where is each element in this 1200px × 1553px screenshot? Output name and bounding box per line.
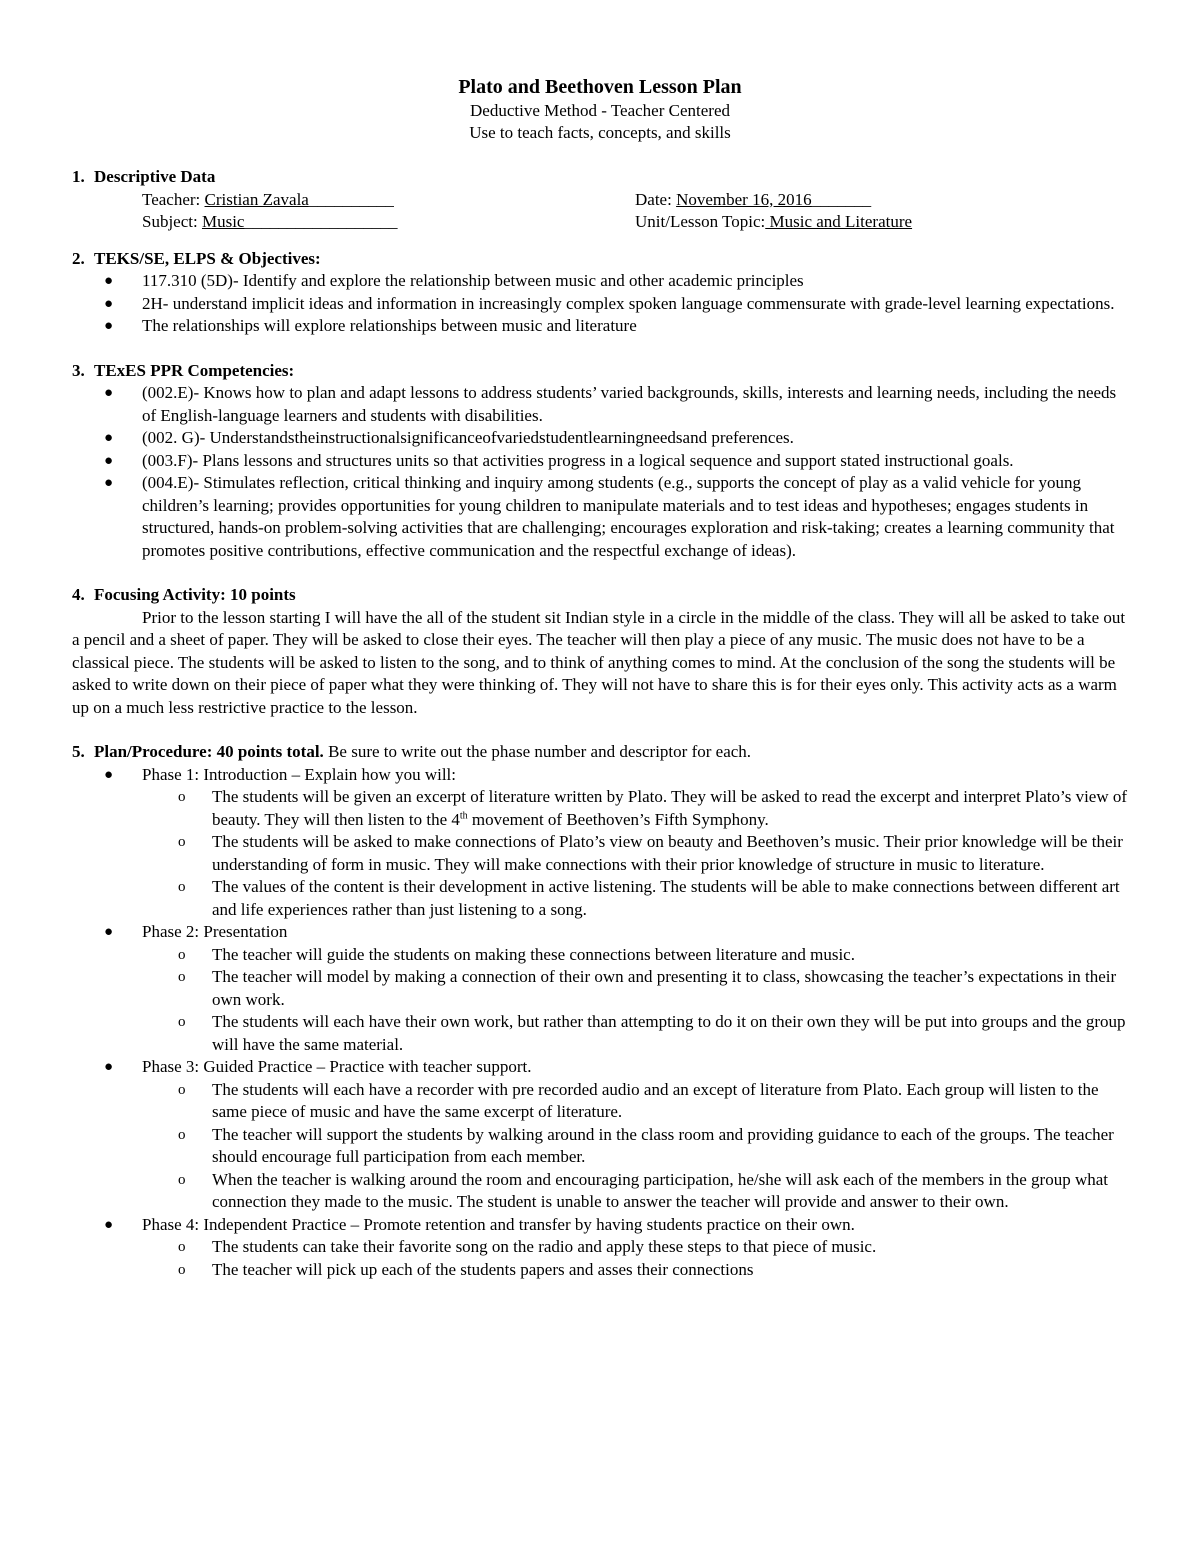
section-title: Focusing Activity: 10 points [94,585,296,604]
subtitle-use: Use to teach facts, concepts, and skills [469,123,731,142]
sub-item-text: The teacher will model by making a connection of their own and presenting it to class, showcasing the teacher’s expectations in their own work. [212,967,1117,1009]
focusing-activity-body: Prior to the lesson starting I will have the all of the student sit Indian style in a circle in the middle of the class. They will all be asked to take out a pencil and a sheet of paper. They will be asked to close their eyes. The teacher will then play a piece of any music. The music does not have to be a classical piece. The students will be asked to listen to the song, and to think of anything comes to mind. At the conclusion of the song the students will be asked to write down on their piece of paper what they were thinking of. They will not have to share this is for their eyes only. This activity acts as a warm up on a much less restrictive practice to the lesson. [72,607,1126,717]
sub-item [72,1169,1128,1214]
bullet-icon: ● [104,475,114,491]
sub-item-text: The students will each have their own work, but rather than attempting to do it on their own they will be put into groups and the group will have the same material. [212,1012,1126,1054]
sub-item [72,1079,1128,1124]
sub-item-text: movement of Beethoven’s Fifth Symphony. [467,809,769,829]
subject-blank: __________________ [244,212,398,231]
list-item-text: The relationships will explore relationships between music and literature [142,316,637,335]
page-title: Plato and Beethoven Lesson Plan [458,76,742,98]
sub-bullet-icon: o [178,946,186,963]
list-item [72,293,1128,316]
bullet-icon: ● [104,318,114,334]
sub-item [72,944,1128,967]
sub-item-text: The teacher will support the students by walking around in the class room and providing guidance to each of the groups. The teacher should encourage full participation from each member. [212,1124,1114,1166]
title-block [72,74,1128,144]
list-item [72,270,1128,293]
sub-bullet-icon: o [178,834,186,850]
bullet-icon: ● [104,924,114,940]
list-item-text: (003.F)- Plans lessons and structures units so that activities progress in a logical sequence and support stated instructional goals. [142,450,1014,470]
sub-item [72,1259,1128,1282]
date-field [635,189,871,212]
section-title: TExES PPR Competencies: [94,360,295,380]
section-heading [72,360,1128,383]
section-focusing-activity [72,584,1128,719]
list-item-text: (004.E)- Stimulates reflection, critical thinking and inquiry among students (e.g., supports the concept of play as a valid vehicle for young children’s learning; provides opportunities for young children to manipulate materials and to test ideas and hypotheses; engages students in structured, hands-on problem-solving activities that are challenging; encourages exploration and risk-taking; creates a learning community that promotes positive contributions, effective communication and the respectful exchange of ideas). [142,473,1115,560]
topic-value: Music and Literature [765,212,913,231]
phase-item [72,764,1128,787]
competencies-list [72,382,1128,562]
sub-item-text: The students can take their favorite song on the radio and apply these steps to that piece of music. [212,1237,877,1256]
section-number: 2. [72,248,85,268]
section-plan-procedure [72,741,1128,1281]
sub-item [72,876,1128,921]
sub-item-text: The students will be asked to make connections of Plato’s view on beauty and Beethoven’s music. Their prior knowledge will be their understanding of form in music. They will make connections with their prior knowledge of structure in music to literature. [212,832,1123,874]
bullet-icon: ● [104,1216,114,1233]
section-ppr-competencies [72,360,1128,563]
sub-bullet-icon: o [178,1171,186,1188]
sub-item-text: The students will be given an excerpt of literature written by Plato. They will be asked to read the excerpt and interpret Plato’s view of beauty. They will then listen to the 4 [212,787,1128,829]
sub-bullet-icon: o [178,1126,186,1143]
date-value: November 16, 2016 [676,189,812,209]
sub-item-text: The teacher will guide the students on making these connections between literature and music. [212,944,855,964]
section-number: 1. [72,167,85,186]
phase-label: Phase 4: Independent Practice – Promote retention and transfer by having students practice on their own. [142,1214,855,1234]
list-item [72,472,1128,562]
sub-item [72,1124,1128,1169]
sub-item-text: The values of the content is their development in active listening. The students will be able to make connections between different art and life experiences rather than just listening to a song. [212,877,1120,919]
list-item [72,450,1128,473]
sub-item-text: The teacher will pick up each of the students papers and asses their connections [212,1259,754,1279]
bullet-icon: ● [104,273,114,289]
list-item-text: (002.E)- Knows how to plan and adapt lessons to address students’ varied backgrounds, skills, interests and learning needs, including the needs of English-language learners and students with disabilities. [142,383,1117,425]
descriptive-row-1 [72,189,1128,212]
section-number: 5. [72,742,85,761]
teacher-field [142,189,635,212]
sub-bullet-icon: o [178,1081,186,1098]
topic-field [635,211,912,234]
section-descriptive-data [72,166,1128,234]
bullet-icon: ● [104,430,114,446]
phase-label: Phase 2: Presentation [142,922,288,941]
subtitle-method: Deductive Method - Teacher Centered [470,101,730,120]
sub-item-text: The students will each have a recorder with pre recorded audio and an except of literature from Plato. Each group will listen to the same piece of music and have the same excerpt of literature. [212,1079,1099,1121]
sub-bullet-icon: o [178,1261,186,1278]
list-item-text: 2H- understand implicit ideas and information in increasingly complex spoken language commensurate with grade-level learning expectations. [142,293,1115,313]
bullet-icon: ● [104,385,114,401]
sub-bullet-icon: o [178,1014,186,1030]
phase-item [72,921,1128,944]
sub-bullet-icon: o [178,879,186,895]
list-item [72,315,1128,338]
bullet-icon: ● [104,452,114,469]
bullet-icon: ● [104,766,114,783]
subject-label: Subject: [142,212,202,231]
sub-bullet-icon: o [178,789,186,805]
list-item-text: 117.310 (5D)- Identify and explore the relationship between music and other academic principles [142,271,804,290]
document-page [72,74,1128,1281]
sub-item [72,966,1128,1011]
teacher-blank: __________ [308,189,394,209]
section-heading [72,584,1128,607]
objectives-list [72,270,1128,338]
ordinal-suffix: th [459,809,468,821]
sub-item-text: When the teacher is walking around the room and encouraging participation, he/she will ask each of the members in the group what connection they made to the music. The student is unable to answer the teacher will provide and answer to their own. [212,1169,1108,1211]
sub-item [72,831,1128,876]
phase-list [72,764,1128,1282]
sub-item [72,786,1128,831]
section-heading [72,741,1128,764]
section-title: TEKS/SE, ELPS & Objectives: [94,248,321,268]
sub-item [72,1011,1128,1056]
date-blank: _______ [811,189,872,209]
section-number: 3. [72,360,85,380]
section-number: 4. [72,585,85,604]
sub-item [72,1236,1128,1259]
list-item [72,382,1128,427]
phase-label: Phase 3: Guided Practice – Practice with teacher support. [142,1057,532,1076]
section-heading [72,166,1128,189]
date-label: Date: [635,189,677,209]
teacher-value: Cristian Zavala [204,189,309,209]
section-title: Descriptive Data [94,167,216,186]
teacher-label: Teacher: [142,189,205,209]
bullet-icon: ● [104,295,114,312]
subject-field [142,211,635,234]
section-instruction: Be sure to write out the phase number and descriptor for each. [323,742,752,761]
sub-bullet-icon: o [178,1239,186,1255]
list-item-text: (002. G)- Understandstheinstructionalsignificanceofvariedstudentlearningneedsand preferences. [142,428,794,447]
list-item [72,427,1128,450]
section-heading [72,248,1128,271]
phase-item [72,1214,1128,1237]
sub-bullet-icon: o [178,969,186,985]
phase-label: Phase 1: Introduction – Explain how you will: [142,764,456,784]
topic-label: Unit/Lesson Topic: [635,212,766,231]
subject-value: Music [201,212,245,231]
bullet-icon: ● [104,1059,114,1075]
descriptive-row-2 [72,211,1128,234]
phase-item [72,1056,1128,1079]
section-title: Plan/Procedure: 40 points total. [94,742,324,761]
section-teks-objectives [72,248,1128,338]
